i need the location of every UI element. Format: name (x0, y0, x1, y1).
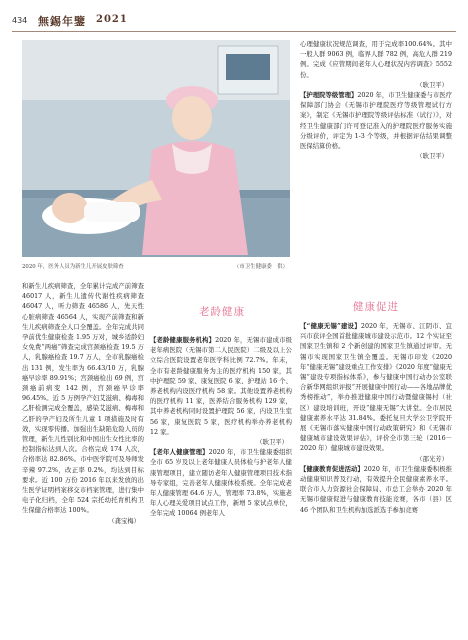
header-rule (12, 31, 456, 32)
signature: （龚宝梅） (108, 517, 140, 525)
signature: （邵光芳） (416, 455, 448, 463)
caption-text: 2020 年，医务人员为新生儿开展皮肤筛查 (22, 264, 124, 270)
photo-caption (22, 262, 296, 270)
right-column-top (300, 40, 452, 162)
paragraph-nursing-grade: 【护理院等级管理】2020 年，市卫生健康委与市医疗保障部门协会《无锡市护理院医疗等级管理试行方案》，制定《无锡市护理院等级评估标准（试行）》，对经卫生健康部门许可登记准入的护理院医疗服务实施分级评价，评定为 1-3 个等级，并根据评估结果调整医保结算价格。 (300, 92, 452, 151)
page-header (12, 12, 458, 28)
subhead-healthy-wuxi: 【“健康无锡”建设】 (300, 323, 361, 330)
signature: （耿卫平） (256, 439, 288, 447)
middle-column (150, 336, 292, 520)
paragraph-elderly-care: 【老年人健康管理】2020 年，市卫生健康委组织全市 65 岁及以上老年健康人员体检与护老年人健康管理项目，建立随访老年人健康管理项目技术指导专家组，完善老年人健康体检系统。全年完成老年人健康管理 64.6 万人，管理率 73.8%，实施老年人心理关爱项目试点工作，新增 5 家试点单位，全年完成 10064 例老年人 (150, 449, 292, 518)
photo-newborn-screening (22, 40, 290, 257)
right-column-bottom (300, 322, 452, 516)
paragraph-psych-survey: 心理健康状况规范调查，用于完成率100.64%。其中一般人群 9063 例，临界人群 782 例，高危人群 219 例。完成《应管期间老年人心理状况内容调查》5552 份。 (300, 41, 452, 79)
book-year: 2021 (96, 14, 128, 25)
signature: （耿卫平） (416, 81, 448, 89)
section-title: 老龄健康 (199, 305, 245, 318)
paragraph-elderly-institutions: 【老龄健康服务机构】2020 年，无锡市建成市级老年病医院（无锡市第二人民医院）二级及以上公立综合医院设置老年医学科比例 72.7%。年末，全市有老龄健康服务为主的医疗机构 150 家，其中护理院 59 家、康复医院 6 家、护理站 16 个、养老机构内设医疗机构 58 家。其他设置养老机构的医疗机构 11 家，医养结合服务机构 129 家，其中养老机构同时设置护理院 56 家，内设卫生室 56 家，康复医院 5 家，医疗机构举办养老机构 12 家。 (150, 337, 292, 436)
left-column (22, 282, 144, 527)
subhead-nursing-grade: 【护理院等级管理】 (300, 92, 358, 100)
paragraph-maternal-screening: 和新生儿疾病筛查，全年累计完成产前筛查 46017 人，新生儿遗传代谢性疾病筛查 46047 人，听力筛查 46586 人，先天性心脏病筛查 46564 人，实现产前筛查和新生儿疾病筛查全人口全覆盖。全年完成共同孕前优生健康检查 1.95 万对，城乡适龄妇女免费“两癌”筛查完成宫颈癌检查 19.5 万人，乳腺癌检查 19.7 万人，全市乳腺癌检出 131 例，发生率为 66.43/10 万，乳腺癌早诊率 89.91%；宫颈癌检出 69 例，宫颈癌前病变 142 例，宫颈癌早诊率 96.45%。近 5 万例孕产妇艾滋病、梅毒和乙肝检测完成全覆盖，感染艾滋病、梅毒和乙肝的孕产妇及所生儿童 1 项措施及时有效，实现零传播。加强出生缺陷危险人员的管理，新生儿性别比和中国出生女性比率的控制指标达到人次。合格完成 174 人次，合格率达 82.86%。市中医学院可及导师发辛辣 97.2%，改正率 0.2%，均达到目标要求。近 100 万份 2016 年以来发放的出生医学证明档案移交市档案管理，进行集中电子化归档，全年 524 宗托幼托育机构卫生保健合格率达 100%。 (22, 283, 144, 515)
signature: （耿卫平） (416, 153, 448, 161)
section-heading-elderly-health (152, 301, 292, 321)
paragraph-health-literacy: 【健康教育促进活动】2020 年，市卫生健康委积极推动健康知识普及行动，有效提升全民健康素养水平。联合市人力资源社会保障局、市总工会举办 2020 年无锡市健康促进与健康教育技能竞赛，各市（县）区 46 个团队和卫生机构加选派选手参加竞赛 (300, 465, 452, 514)
subhead-elderly-institutions: 【老龄健康服务机构】 (150, 337, 216, 344)
subhead-health-literacy: 【健康教育促进活动】 (300, 465, 364, 473)
photo-illustration (22, 40, 290, 257)
subhead-elderly-care: 【老年人健康管理】 (150, 449, 209, 457)
section-heading-health-promotion (300, 296, 452, 316)
caption-credit: （市卫生健康委 供） (234, 264, 288, 270)
section-title: 健康促进 (353, 300, 399, 313)
paragraph-healthy-wuxi: 【“健康无锡”建设】2020 年，无锡市、江阴市、宜兴市获评全国首批健康城市建设示范市。12 个实证至国家卫生镇和 2 个新创建的国家卫生镇通过评审。无锡市实现国家卫生镇全覆盖。无锡市印发《2020 年“健康无锡”建设重点工作安排》《2020 年度“健康无锡”建设专项指标体系》，参与健康中国行动办公室联合新华网组织评报“开展健康中国行动——各地品牌优秀榜推动”，举办推进健康中国行动暨健康锡村（社区）建设培训班，开设“健康无锡”大讲堂。全市居民健康素养水平达 31.84%。委托复旦大学公卫学院开展《无锡市落实健康中国行动政策研究》和《无锡市健康城市建设效果评估》，评价全市第三轮（2016－2020 年）健康城市建设效果。 (300, 323, 452, 453)
page-number: 434 (12, 16, 28, 25)
book-title: 無錫年鑒 (38, 15, 86, 28)
